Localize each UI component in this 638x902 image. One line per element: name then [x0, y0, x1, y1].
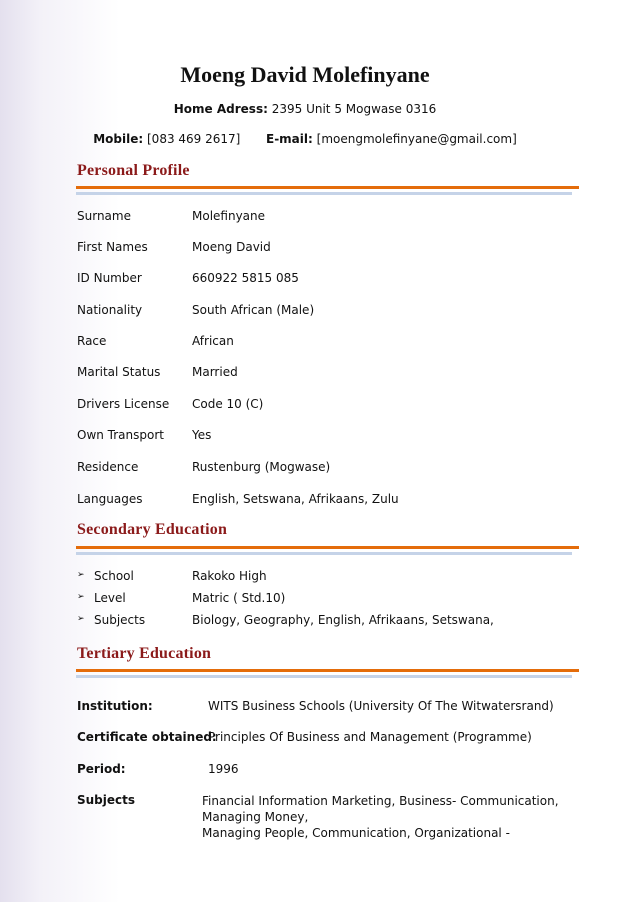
arrow-bullet-icon: ➢: [77, 592, 85, 602]
profile-row-languages: [77, 492, 399, 506]
profile-row-marital-status: [77, 365, 238, 379]
tertiary-value: WITS Business Schools (University Of The Witwatersrand): [208, 699, 554, 713]
profile-row-own-transport: [77, 428, 212, 442]
secondary-value: Matric ( Std.10): [192, 591, 286, 605]
tertiary-value: 1996: [208, 762, 239, 776]
tertiary-value: Principles Of Business and Management (Programme): [208, 730, 532, 744]
profile-value: Molefinyane: [192, 209, 266, 223]
personal-profile-heading: Personal Profile: [77, 162, 190, 179]
secondary-label: Subjects: [94, 613, 146, 627]
address-label: Home Adress:: [173, 102, 268, 116]
profile-value: Married: [192, 365, 238, 379]
tertiary-subjects-line: Financial Information Marketing, Business- Communication,: [202, 794, 559, 808]
section-rule-orange: [76, 546, 579, 549]
profile-label: Surname: [77, 209, 131, 223]
profile-row-race: [77, 334, 234, 348]
profile-row-residence: [77, 460, 331, 474]
tertiary-label: Subjects: [77, 793, 136, 807]
profile-value: 660922 5815 085: [192, 271, 299, 285]
email-value[interactable]: [moengmolefinyane@gmail.com]: [316, 132, 517, 146]
tertiary-row-subjects: [77, 793, 135, 807]
section-rule-orange: [76, 669, 579, 672]
contact-line: [0, 132, 610, 146]
mobile-value: [083 469 2617]: [147, 132, 241, 146]
secondary-value: Rakoko High: [192, 569, 267, 583]
profile-label: ID Number: [77, 271, 142, 285]
tertiary-label: Institution:: [77, 699, 153, 713]
profile-label: First Names: [77, 240, 148, 254]
resume-name: Moeng David Molefinyane: [180, 62, 430, 87]
profile-label: Nationality: [77, 303, 143, 317]
home-address-line: [0, 102, 610, 116]
tertiary-row-period: [77, 762, 239, 776]
profile-row-first-names: [77, 240, 271, 254]
profile-label: Marital Status: [77, 365, 161, 379]
profile-row-id-number: [77, 271, 299, 285]
section-rule-blue: [76, 192, 572, 195]
tertiary-subjects-line: Managing Money,: [202, 810, 309, 824]
tertiary-row-certificate: [77, 730, 532, 744]
tertiary-row-institution: [77, 699, 554, 713]
arrow-bullet-icon: ➢: [77, 614, 85, 624]
profile-label: Race: [77, 334, 107, 348]
profile-label: Drivers License: [77, 397, 170, 411]
tertiary-label: Period:: [77, 762, 126, 776]
profile-label: Languages: [77, 492, 143, 506]
profile-label: Own Transport: [77, 428, 164, 442]
secondary-label: School: [94, 569, 134, 583]
section-rule-blue: [76, 552, 572, 555]
section-rule-orange: [76, 186, 579, 189]
section-rule-blue: [76, 675, 572, 678]
profile-value: South African (Male): [192, 303, 315, 317]
profile-row-surname: [77, 209, 266, 223]
secondary-label: Level: [94, 591, 126, 605]
profile-value: Yes: [192, 428, 212, 442]
secondary-education-heading: Secondary Education: [77, 521, 228, 538]
address-value: 2395 Unit 5 Mogwase 0316: [271, 102, 437, 116]
profile-value: English, Setswana, Afrikaans, Zulu: [192, 492, 399, 506]
profile-value: Moeng David: [192, 240, 271, 254]
profile-value: Code 10 (C): [192, 397, 264, 411]
profile-value: African: [192, 334, 234, 348]
tertiary-education-heading: Tertiary Education: [77, 645, 212, 662]
tertiary-subjects-list: [202, 793, 559, 841]
secondary-value: Biology, Geography, English, Afrikaans, Setswana,: [192, 613, 494, 627]
tertiary-label: Certificate obtained:: [77, 730, 217, 744]
profile-row-nationality: [77, 303, 315, 317]
profile-label: Residence: [77, 460, 139, 474]
mobile-label: Mobile:: [93, 132, 144, 146]
profile-row-drivers-license: [77, 397, 264, 411]
tertiary-subjects-line: Managing People, Communication, Organizational -: [202, 826, 510, 840]
arrow-bullet-icon: ➢: [77, 570, 85, 580]
email-label: E-mail:: [266, 132, 313, 146]
profile-value: Rustenburg (Mogwase): [192, 460, 331, 474]
